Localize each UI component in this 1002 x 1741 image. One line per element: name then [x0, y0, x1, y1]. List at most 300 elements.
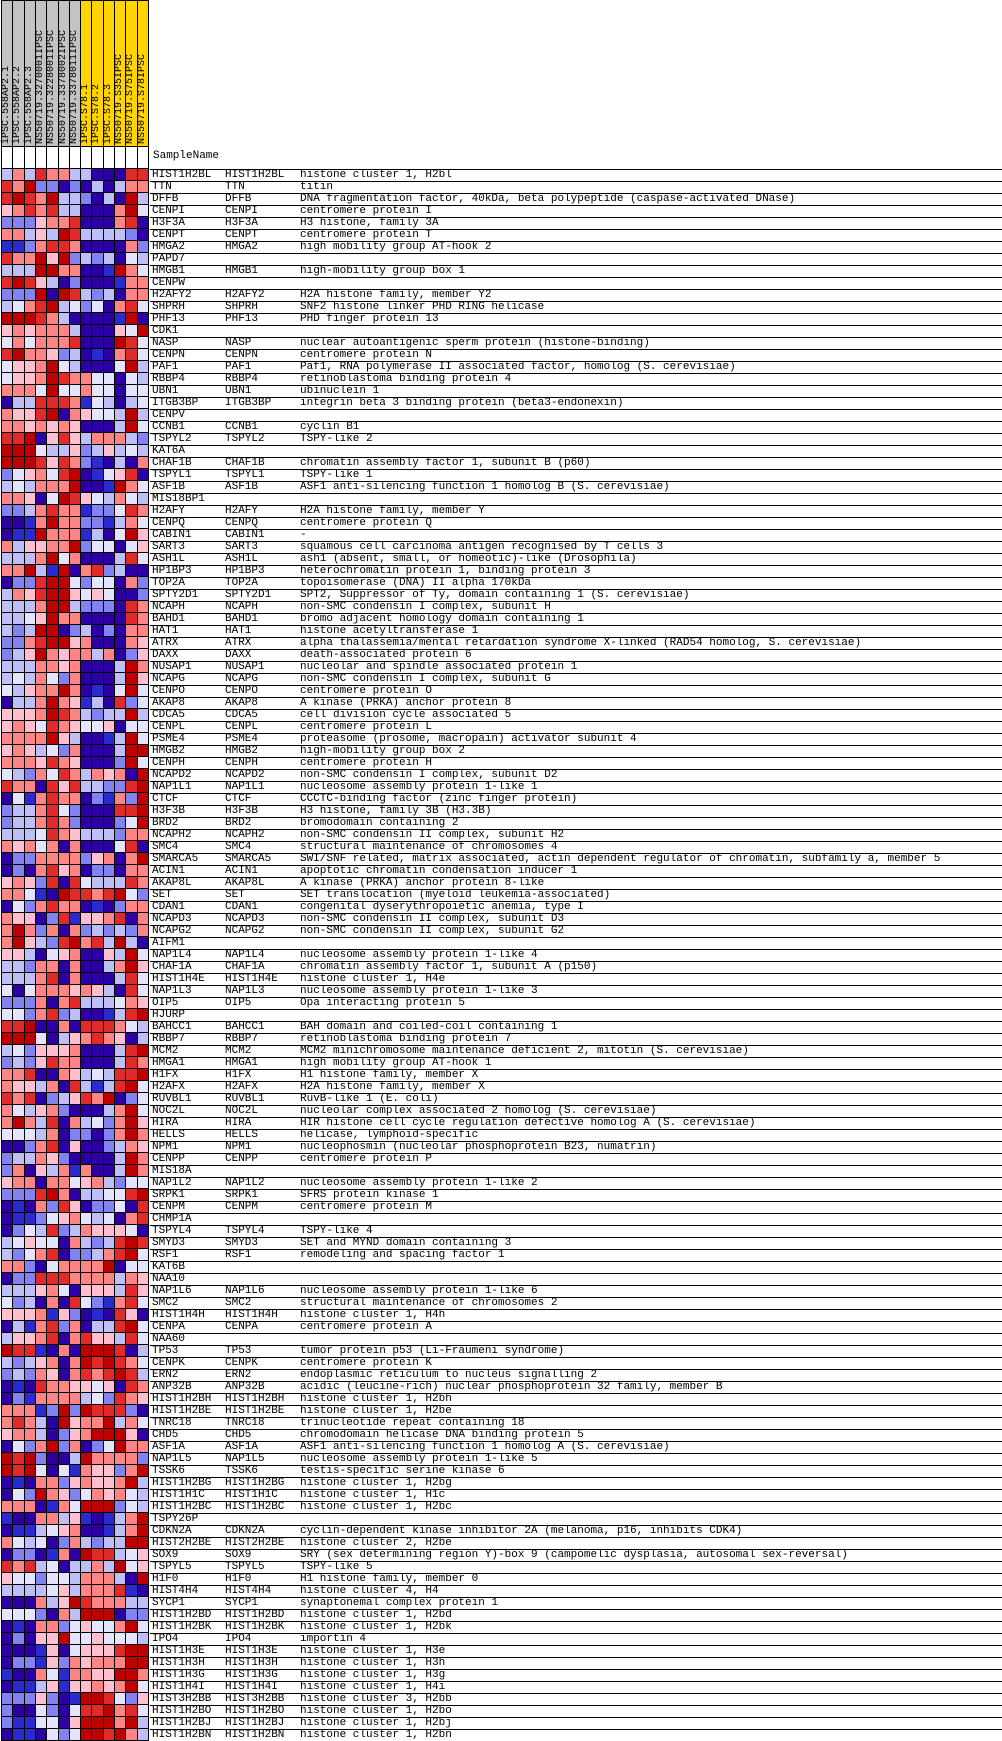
- heatmap-cell: [104, 781, 114, 792]
- gene-symbol-repeat: CDKN2A: [225, 1526, 265, 1537]
- gene-symbol-repeat: OIP5: [225, 998, 252, 1009]
- heatmap-cell: [81, 349, 91, 360]
- heatmap-cell: [81, 1657, 91, 1668]
- heatmap-cell: [70, 1117, 80, 1128]
- gene-row: [150, 458, 1002, 470]
- heatmap-grid: [1, 169, 149, 1741]
- gene-symbol: CENPK: [152, 1358, 186, 1369]
- heatmap-cell: [36, 1513, 46, 1524]
- heatmap-cell: [2, 673, 12, 684]
- heatmap-cell: [92, 1489, 102, 1500]
- heatmap-cell: [70, 997, 80, 1008]
- heatmap-cell: [59, 1045, 69, 1056]
- heatmap-cell: [13, 1033, 23, 1044]
- heatmap-cell: [104, 793, 114, 804]
- heatmap-cell: [92, 1261, 102, 1272]
- heatmap-cell: [92, 397, 102, 408]
- heatmap-cell: [2, 229, 12, 240]
- heatmap-cell: [47, 1669, 57, 1680]
- heatmap-cell: [126, 1237, 136, 1248]
- heatmap-cell: [138, 1645, 148, 1656]
- heatmap-cell: [126, 973, 136, 984]
- heatmap-cell: [59, 1321, 69, 1332]
- heatmap-cell: [126, 517, 136, 528]
- heatmap-cell: [81, 553, 91, 564]
- heatmap-cell: [115, 1525, 125, 1536]
- heatmap-cell: [36, 277, 46, 288]
- heatmap-cell: [92, 1609, 102, 1620]
- gene-row: [150, 1562, 1002, 1574]
- heatmap-cell: [2, 733, 12, 744]
- gene-description: histone cluster 1, H2bn: [300, 1730, 452, 1741]
- gene-symbol: HIST1H2BD: [152, 1610, 212, 1621]
- heatmap-cell: [138, 1105, 148, 1116]
- heatmap-cell: [70, 397, 80, 408]
- gene-row: [150, 782, 1002, 794]
- heatmap-cell: [59, 1273, 69, 1284]
- heatmap-cell: [59, 265, 69, 276]
- column-header-iPSC.558AP2.3: [25, 1, 35, 146]
- heatmap-cell: [138, 1525, 148, 1536]
- gene-row: [150, 830, 1002, 842]
- heatmap-cell: [2, 169, 12, 180]
- heatmap-cell: [92, 517, 102, 528]
- heatmap-cell: [126, 1705, 136, 1716]
- heatmap-cell: [47, 793, 57, 804]
- heatmap-cell: [47, 1465, 57, 1476]
- heatmap-cell: [13, 1357, 23, 1368]
- heatmap-cell: [70, 265, 80, 276]
- heatmap-cell: [59, 1609, 69, 1620]
- heatmap-cell: [104, 637, 114, 648]
- heatmap-cell: [59, 1021, 69, 1032]
- heatmap-cell: [92, 1045, 102, 1056]
- heatmap-cell: [13, 961, 23, 972]
- gene-row: [150, 1574, 1002, 1586]
- heatmap-cell: [126, 793, 136, 804]
- heatmap-cell: [138, 1117, 148, 1128]
- heatmap-cell: [92, 1285, 102, 1296]
- gene-symbol: NAP1L3: [152, 986, 192, 997]
- heatmap-cell: [59, 181, 69, 192]
- heatmap-cell: [47, 289, 57, 300]
- heatmap-cell: [138, 661, 148, 672]
- heatmap-cell: [104, 709, 114, 720]
- gene-symbol: H2AFY2: [152, 290, 192, 301]
- heatmap-cell: [59, 961, 69, 972]
- heatmap-cell: [126, 841, 136, 852]
- heatmap-cell: [47, 1477, 57, 1488]
- heatmap-cell: [13, 709, 23, 720]
- heatmap-cell: [59, 1429, 69, 1440]
- heatmap-cell: [2, 745, 12, 756]
- heatmap-cell: [70, 1537, 80, 1548]
- heatmap-cell: [138, 865, 148, 876]
- heatmap-cell: [115, 661, 125, 672]
- heatmap-cell: [126, 169, 136, 180]
- gene-description: death-associated protein 6: [300, 650, 472, 661]
- heatmap-cell: [138, 1489, 148, 1500]
- gene-description: tumor protein p53 (Li-Fraumeni syndrome): [300, 1346, 565, 1357]
- gene-symbol: H1F0: [152, 1574, 179, 1585]
- heatmap-cell: [13, 205, 23, 216]
- heatmap-cell: [25, 1477, 35, 1488]
- heatmap-cell: [2, 793, 12, 804]
- gene-description: nucleosome assembly protein 1-like 1: [300, 782, 538, 793]
- heatmap-cell: [36, 1309, 46, 1320]
- gene-symbol: HMGB1: [152, 266, 186, 277]
- heatmap-cell: [81, 385, 91, 396]
- heatmap-cell: [92, 1693, 102, 1704]
- heatmap-cell: [2, 949, 12, 960]
- heatmap-cell: [25, 889, 35, 900]
- heatmap-cell: [13, 229, 23, 240]
- heatmap-cell: [104, 1141, 114, 1152]
- gene-symbol-repeat: HIST3H2BB: [225, 1694, 285, 1705]
- heatmap-cell: [126, 265, 136, 276]
- column-header-label: NS50719.3228001IPSC: [46, 29, 58, 144]
- heatmap-cell: [81, 1033, 91, 1044]
- heatmap-cell: [59, 1537, 69, 1548]
- heatmap-cell: [138, 913, 148, 924]
- heatmap-cell: [92, 853, 102, 864]
- heatmap-cell: [92, 901, 102, 912]
- heatmap-cell: [92, 169, 102, 180]
- heatmap-cell: [81, 1621, 91, 1632]
- heatmap-cell: [138, 1309, 148, 1320]
- heatmap-cell: [104, 1261, 114, 1272]
- heatmap-cell: [81, 1237, 91, 1248]
- heatmap-cell: [126, 289, 136, 300]
- heatmap-cell: [13, 361, 23, 372]
- gene-row: [150, 866, 1002, 878]
- heatmap-cell: [13, 1537, 23, 1548]
- column-header-NS50719.S78IPSC: [138, 1, 148, 146]
- heatmap-cell: [138, 961, 148, 972]
- heatmap-cell: [25, 445, 35, 456]
- heatmap-cell: [13, 625, 23, 636]
- heatmap-cell: [36, 337, 46, 348]
- gene-row: [150, 722, 1002, 734]
- heatmap-cell: [47, 541, 57, 552]
- heatmap-cell: [25, 1669, 35, 1680]
- heatmap-cell: [47, 1033, 57, 1044]
- gene-symbol: HIST1H2BL: [152, 170, 212, 181]
- heatmap-cell: [115, 1645, 125, 1656]
- heatmap-cell: [104, 1681, 114, 1692]
- gene-row: [150, 410, 1002, 422]
- heatmap-cell: [13, 613, 23, 624]
- heatmap-cell: [36, 853, 46, 864]
- gene-symbol-repeat: RBBP4: [225, 374, 259, 385]
- heatmap-cell: [126, 229, 136, 240]
- heatmap-cell: [115, 961, 125, 972]
- gene-symbol-repeat: ASF1A: [225, 1442, 259, 1453]
- heatmap-cell: [81, 961, 91, 972]
- heatmap-cell: [25, 1297, 35, 1308]
- heatmap-cell: [81, 1501, 91, 1512]
- heatmap-cell: [70, 1369, 80, 1380]
- heatmap-cell: [92, 1225, 102, 1236]
- gene-symbol: NCAPD2: [152, 770, 192, 781]
- heatmap-cell: [2, 829, 12, 840]
- heatmap-cell: [47, 1165, 57, 1176]
- heatmap-cell: [13, 889, 23, 900]
- gene-row: [150, 878, 1002, 890]
- gene-symbol: NCAPD3: [152, 914, 192, 925]
- gene-row: [150, 1634, 1002, 1646]
- heatmap-cell: [47, 205, 57, 216]
- heatmap-cell: [47, 1621, 57, 1632]
- heatmap-cell: [104, 1717, 114, 1728]
- gene-description: H1 histone family, member 0: [300, 1574, 479, 1585]
- heatmap-cell: [47, 757, 57, 768]
- heatmap-cell: [138, 193, 148, 204]
- heatmap-cell: [2, 1585, 12, 1596]
- gene-symbol: HMGB2: [152, 746, 186, 757]
- spacer-cell: [2, 147, 12, 168]
- gene-symbol: HIST2H2BE: [152, 1538, 212, 1549]
- heatmap-cell: [81, 889, 91, 900]
- gene-row: [150, 1550, 1002, 1562]
- gene-row: [150, 1358, 1002, 1370]
- heatmap-cell: [126, 349, 136, 360]
- heatmap-cell: [81, 1477, 91, 1488]
- heatmap-cell: [138, 301, 148, 312]
- heatmap-cell: [2, 1213, 12, 1224]
- gene-description: helicase, lymphoid-specific: [300, 1130, 479, 1141]
- heatmap-cell: [81, 853, 91, 864]
- heatmap-cell: [126, 1609, 136, 1620]
- gene-description: histone cluster 1, H2bo: [300, 1706, 452, 1717]
- gene-symbol-repeat: H2AFY2: [225, 290, 265, 301]
- heatmap-cell: [92, 649, 102, 660]
- gene-symbol-repeat: HIST1H1C: [225, 1490, 278, 1501]
- heatmap-cell: [104, 889, 114, 900]
- heatmap-cell: [92, 877, 102, 888]
- heatmap-cell: [47, 721, 57, 732]
- heatmap-cell: [104, 901, 114, 912]
- gene-description: TSPY-like 1: [300, 470, 373, 481]
- heatmap-cell: [115, 817, 125, 828]
- heatmap-cell: [92, 1429, 102, 1440]
- gene-symbol: ACIN1: [152, 866, 186, 877]
- heatmap-cell: [25, 673, 35, 684]
- heatmap-cell: [138, 1237, 148, 1248]
- gene-symbol-repeat: CENPA: [225, 1322, 259, 1333]
- heatmap-cell: [47, 517, 57, 528]
- gene-row: [150, 266, 1002, 278]
- gene-description: non-SMC condensin II complex, subunit G2: [300, 926, 565, 937]
- heatmap-cell: [36, 913, 46, 924]
- gene-row: [150, 1022, 1002, 1034]
- heatmap-cell: [47, 745, 57, 756]
- heatmap-cell: [13, 1561, 23, 1572]
- heatmap-cell: [2, 1009, 12, 1020]
- heatmap-cell: [115, 1033, 125, 1044]
- heatmap-cell: [104, 193, 114, 204]
- heatmap-cell: [115, 949, 125, 960]
- heatmap-cell: [81, 253, 91, 264]
- heatmap-cell: [36, 1501, 46, 1512]
- heatmap-cell: [36, 349, 46, 360]
- heatmap-cell: [47, 1117, 57, 1128]
- heatmap-cell: [70, 1273, 80, 1284]
- gene-symbol: TSPYL2: [152, 434, 192, 445]
- gene-description: histone cluster 1, H3h: [300, 1658, 446, 1669]
- heatmap-cell: [2, 997, 12, 1008]
- heatmap-cell: [25, 1681, 35, 1692]
- heatmap-cell: [25, 901, 35, 912]
- heatmap-cell: [59, 301, 69, 312]
- heatmap-cell: [104, 397, 114, 408]
- heatmap-cell: [92, 421, 102, 432]
- gene-symbol: SART3: [152, 542, 186, 553]
- gene-description: topoisomerase (DNA) II alpha 170kDa: [300, 578, 532, 589]
- gene-description: TSPY-like 5: [300, 1562, 373, 1573]
- heatmap-cell: [13, 433, 23, 444]
- gene-description: apoptotic chromatin condensation inducer 1: [300, 866, 578, 877]
- heatmap-cell: [115, 265, 125, 276]
- heatmap-cell: [81, 1045, 91, 1056]
- heatmap-cell: [138, 625, 148, 636]
- spacer-cell: [104, 147, 114, 168]
- heatmap-cell: [126, 1717, 136, 1728]
- heatmap-cell: [47, 733, 57, 744]
- heatmap-cell: [70, 1189, 80, 1200]
- heatmap-cell: [47, 1585, 57, 1596]
- heatmap-cell: [138, 1693, 148, 1704]
- heatmap-cell: [47, 1045, 57, 1056]
- heatmap-cell: [25, 1333, 35, 1344]
- heatmap-cell: [2, 649, 12, 660]
- heatmap-cell: [138, 577, 148, 588]
- heatmap-cell: [92, 1501, 102, 1512]
- heatmap-cell: [138, 1177, 148, 1188]
- heatmap-cell: [138, 1501, 148, 1512]
- heatmap-cell: [2, 1453, 12, 1464]
- heatmap-cell: [115, 721, 125, 732]
- heatmap-cell: [115, 1513, 125, 1524]
- heatmap-cell: [36, 877, 46, 888]
- heatmap-cell: [13, 193, 23, 204]
- heatmap-cell: [92, 433, 102, 444]
- heatmap-cell: [92, 1657, 102, 1668]
- heatmap-cell: [59, 481, 69, 492]
- heatmap-cell: [36, 901, 46, 912]
- heatmap-cell: [126, 445, 136, 456]
- heatmap-cell: [2, 925, 12, 936]
- gene-description: nucleosome assembly protein 1-like 5: [300, 1454, 538, 1465]
- heatmap-cell: [70, 1417, 80, 1428]
- gene-symbol: TSPYL1: [152, 470, 192, 481]
- heatmap-cell: [13, 985, 23, 996]
- heatmap-cell: [59, 1189, 69, 1200]
- heatmap-cell: [104, 1093, 114, 1104]
- heatmap-cell: [13, 1285, 23, 1296]
- heatmap-cell: [13, 1069, 23, 1080]
- heatmap-cell: [13, 1429, 23, 1440]
- heatmap-cell: [70, 1249, 80, 1260]
- gene-symbol-repeat: HIST1H4H: [225, 1310, 278, 1321]
- heatmap-cell: [104, 1645, 114, 1656]
- heatmap-cell: [126, 745, 136, 756]
- heatmap-cell: [70, 385, 80, 396]
- heatmap-cell: [115, 529, 125, 540]
- heatmap-cell: [25, 1273, 35, 1284]
- heatmap-cell: [59, 1561, 69, 1572]
- gene-row: [150, 902, 1002, 914]
- heatmap-cell: [2, 1477, 12, 1488]
- heatmap-cell: [81, 529, 91, 540]
- heatmap-cell: [81, 241, 91, 252]
- heatmap-cell: [126, 1441, 136, 1452]
- gene-symbol-repeat: CHD5: [225, 1430, 252, 1441]
- gene-symbol: RBBP4: [152, 374, 186, 385]
- heatmap-cell: [92, 505, 102, 516]
- heatmap-cell: [59, 313, 69, 324]
- heatmap-cell: [104, 1009, 114, 1020]
- heatmap-cell: [47, 181, 57, 192]
- gene-symbol-repeat: HIST1H3H: [225, 1658, 278, 1669]
- heatmap-cell: [59, 1393, 69, 1404]
- heatmap-cell: [59, 1285, 69, 1296]
- gene-row: [150, 1082, 1002, 1094]
- heatmap-cell: [2, 445, 12, 456]
- heatmap-cell: [25, 1369, 35, 1380]
- heatmap-cell: [81, 265, 91, 276]
- heatmap-cell: [115, 841, 125, 852]
- heatmap-cell: [36, 1213, 46, 1224]
- heatmap-cell: [2, 373, 12, 384]
- gene-description: centromere protein M: [300, 1202, 433, 1213]
- heatmap-cell: [115, 1573, 125, 1584]
- heatmap-cell: [70, 1009, 80, 1020]
- heatmap-cell: [115, 1081, 125, 1092]
- heatmap-cell: [47, 1501, 57, 1512]
- heatmap-cell: [13, 469, 23, 480]
- gene-symbol: PHF13: [152, 314, 186, 325]
- heatmap-cell: [138, 325, 148, 336]
- heatmap-cell: [115, 1321, 125, 1332]
- gene-symbol: HMGA2: [152, 242, 186, 253]
- gene-symbol: NAA60: [152, 1334, 186, 1345]
- heatmap-cell: [25, 241, 35, 252]
- heatmap-cell: [13, 565, 23, 576]
- heatmap-cell: [2, 1057, 12, 1068]
- heatmap-cell: [104, 589, 114, 600]
- heatmap-cell: [104, 1201, 114, 1212]
- heatmap-cell: [126, 1033, 136, 1044]
- heatmap-cell: [138, 1033, 148, 1044]
- gene-symbol-repeat: HIST1H2BJ: [225, 1718, 285, 1729]
- heatmap-cell: [2, 1117, 12, 1128]
- gene-symbol-repeat: BAHD1: [225, 614, 259, 625]
- gene-symbol-repeat: HMGB1: [225, 266, 259, 277]
- heatmap-cell: [126, 541, 136, 552]
- heatmap-cell: [47, 937, 57, 948]
- heatmap-cell: [104, 445, 114, 456]
- heatmap-cell: [13, 1369, 23, 1380]
- heatmap-cell: [59, 277, 69, 288]
- heatmap-cell: [115, 361, 125, 372]
- gene-description: [300, 1214, 1002, 1225]
- gene-description: heterochromatin protein 1, binding protein 3: [300, 566, 591, 577]
- heatmap-cell: [92, 253, 102, 264]
- gene-symbol-repeat: NCAPG2: [225, 926, 265, 937]
- heatmap-cell: [138, 937, 148, 948]
- gene-symbol-repeat: HIST1H2BK: [225, 1622, 285, 1633]
